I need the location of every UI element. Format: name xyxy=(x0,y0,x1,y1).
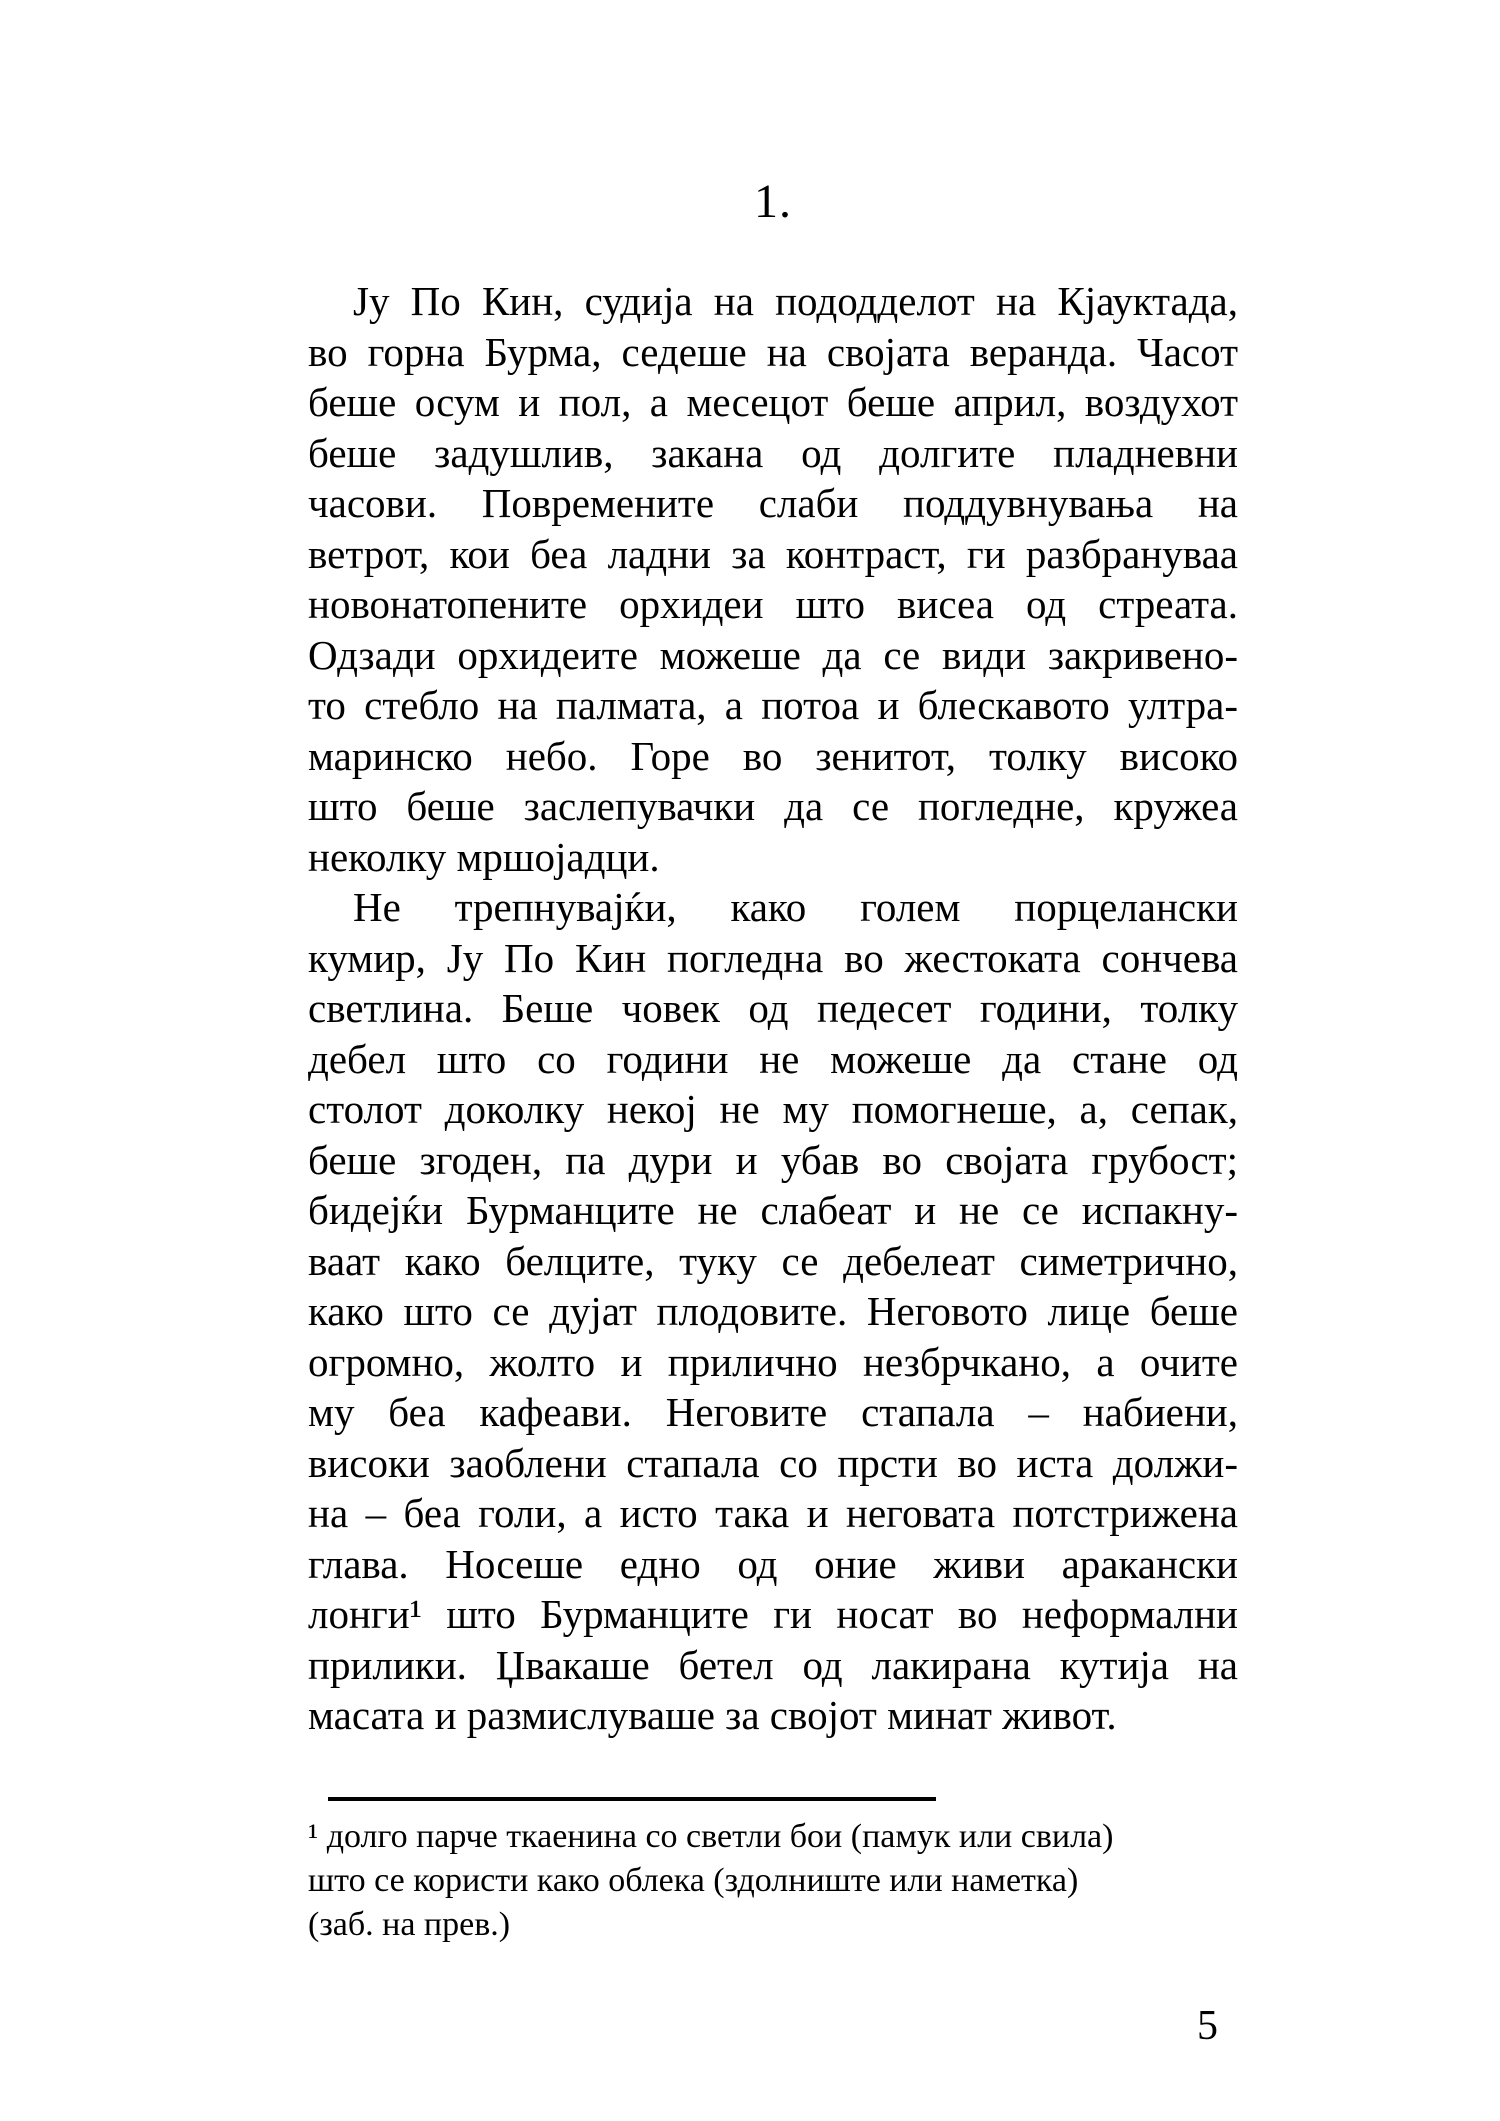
text-line: како што се дујат плодовите. Неговото лице беше xyxy=(308,1288,1238,1334)
footnote-line: (заб. на прев.) xyxy=(308,1906,511,1943)
text-line: дебел што со години не можеше да стане од xyxy=(308,1035,1238,1082)
text-line: столот доколку некој не му помогнеше, а, сепак, xyxy=(308,1086,1238,1132)
footnote-separator-rule xyxy=(328,1797,936,1801)
footnote-line: ¹ долго парче ткаенина со светли бои (памук или свила) xyxy=(308,1818,1114,1855)
text-line: светлина. Беше човек од педесет години, толку xyxy=(308,985,1238,1031)
footnote xyxy=(308,1815,1238,1947)
text-line: во горна Бурма, седеше на својата веранда. Часот xyxy=(308,328,1238,375)
text-line: Одзади орхидеите можеше да се види закривено- xyxy=(308,631,1238,678)
text-line: прилики. Џвакаше бетел од лакирана кутија на xyxy=(308,1641,1238,1688)
text-line: Ју По Кин, судија на пододделот на Кјауктада, xyxy=(353,278,1238,324)
text-line: глава. Носеше едно од оние живи аракански xyxy=(308,1540,1238,1587)
text-line: бидејќи Бурманците не слабеат и не се испакну- xyxy=(308,1187,1238,1233)
footnote-line: што се користи како облека (здолниште или наметка) xyxy=(308,1862,1079,1899)
text-line: огромно, жолто и прилично незбрчкано, а очите xyxy=(308,1338,1238,1385)
text-line: беше задушлив, закана од долгите пладневни xyxy=(308,429,1238,476)
text-line: новонатопените орхидеи што висеа од стреата. xyxy=(308,581,1238,627)
text-line: лонги¹ што Бурманците ги носат во неформални xyxy=(308,1591,1238,1637)
body-text xyxy=(308,276,1238,1741)
text-line: високи заоблени стапала со прсти во иста должи- xyxy=(308,1439,1238,1486)
text-line: му беа кафеави. Неговите стапала – набиени, xyxy=(308,1389,1238,1435)
paragraph xyxy=(308,882,1238,1741)
text-line: ветрот, кои беа ладни за контраст, ги разбрануваа xyxy=(308,530,1238,577)
text-line: то стебло на палмата, а потоа и блескавото ултра- xyxy=(308,682,1238,728)
text-line: беше згоден, па дури и убав во својата грубост; xyxy=(308,1136,1238,1183)
text-line: на – беа голи, а исто така и неговата потстрижена xyxy=(308,1490,1238,1536)
text-line: маринско небо. Горе во зенитот, толку високо xyxy=(308,732,1238,779)
page-number: 5 xyxy=(1197,2003,1218,2049)
text-line: ваат како белците, туку се дебелеат симетрично, xyxy=(308,1237,1238,1284)
text-line: масата и размислуваше за својот минат живот. xyxy=(308,1692,1117,1738)
text-line: неколку мршојадци. xyxy=(308,833,660,880)
paragraph xyxy=(308,276,1238,882)
text-line: кумир, Ју По Кин погледна во жестоката сончева xyxy=(308,934,1238,981)
text-line: Не трепнувајќи, како голем порцелански xyxy=(353,884,1238,930)
chapter-heading: 1. xyxy=(754,175,792,228)
text-line: што беше заслепувачки да се погледне, кружеа xyxy=(308,783,1238,829)
text-line: беше осум и пол, а месецот беше април, воздухот xyxy=(308,379,1238,425)
text-line: часови. Повремените слаби поддувнувања на xyxy=(308,480,1238,526)
